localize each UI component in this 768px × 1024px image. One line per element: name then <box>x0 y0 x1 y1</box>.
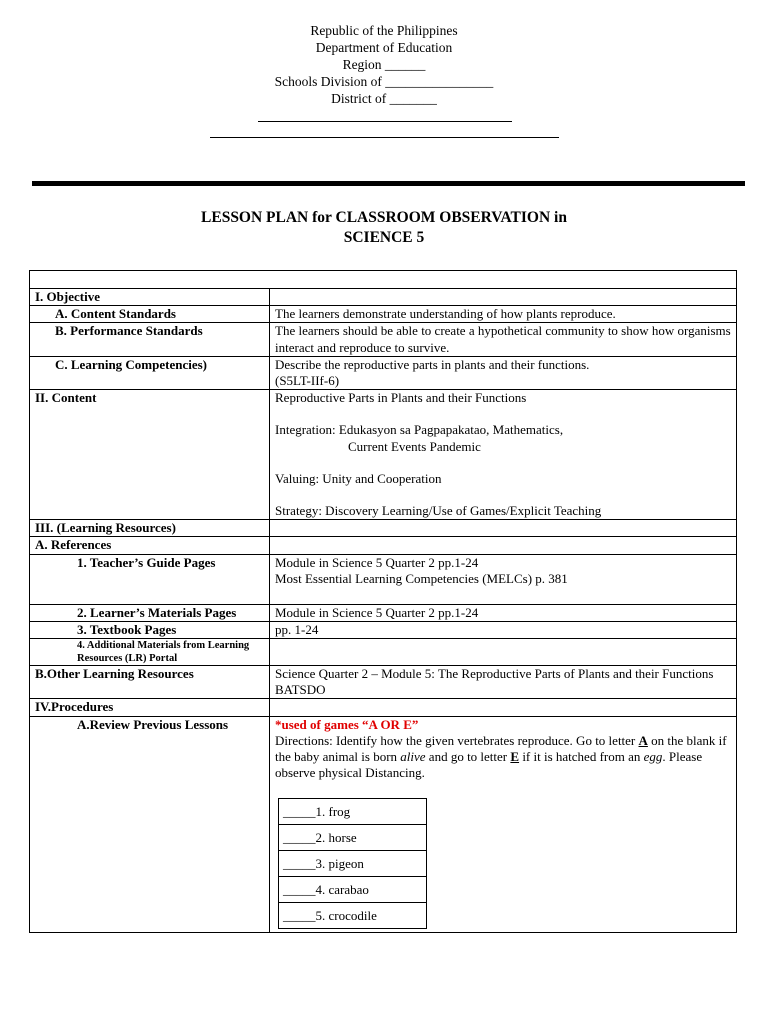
letter-e: E <box>510 749 520 765</box>
textbook-label: 3. Textbook Pages <box>30 621 270 638</box>
procedures-label: IV.Procedures <box>30 699 270 716</box>
review-value <box>270 716 737 933</box>
game-item: _____4. carabao <box>279 877 427 903</box>
content-standards-value: The learners demonstrate understanding of how plants reproduce. <box>270 306 737 323</box>
table-row <box>30 716 737 933</box>
table-row <box>30 554 737 604</box>
content-label: II. Content <box>30 390 270 520</box>
learning-resources-label: III. (Learning Resources) <box>30 520 270 537</box>
game-items-table <box>278 798 427 929</box>
review-directions: Directions: Identify how the given vertebrates reproduce. Go to letter A on the blank if the baby animal is born alive and go to letter E if it is hatched from an egg. Please observe physical Distancing. <box>275 732 727 781</box>
learning-competencies-text: Describe the reproductive parts in plants and their functions. <box>275 356 590 372</box>
teachers-guide-line-2: Most Essential Learning Competencies (MELCs) p. 381 <box>275 570 568 586</box>
learners-materials-value: Module in Science 5 Quarter 2 pp.1-24 <box>270 604 737 621</box>
page-title <box>0 208 768 248</box>
content-topic: Reproductive Parts in Plants and their Functions <box>275 390 527 406</box>
letter-a: A <box>638 732 648 748</box>
table-row <box>30 621 737 638</box>
references-label: A. References <box>30 537 270 554</box>
performance-standards-value: The learners should be able to create a hypothetical community to show how organisms interact and reproduce to survive. <box>270 323 737 356</box>
republic-line: Republic of the Philippines <box>310 23 458 38</box>
table-row <box>30 271 737 289</box>
other-resources-value: Science Quarter 2 – Module 5: The Reproductive Parts of Plants and their Functions BATSDO <box>270 666 737 699</box>
table-row <box>30 666 737 699</box>
textbook-value: pp. 1-24 <box>270 621 737 638</box>
game-item: _____2. horse <box>279 825 427 851</box>
lesson-plan-table <box>29 270 737 933</box>
blank-line-1 <box>258 121 512 122</box>
content-integration-cont: Current Events Pandemic <box>348 438 481 454</box>
game-item: _____3. pigeon <box>279 851 427 877</box>
table-row <box>30 537 737 554</box>
title-line-2: SCIENCE 5 <box>343 229 425 246</box>
teachers-guide-line-1: Module in Science 5 Quarter 2 pp.1-24 <box>275 554 479 570</box>
region-line: Region ______ <box>342 57 426 72</box>
department-line: Department of Education <box>315 40 453 55</box>
table-row <box>30 289 737 306</box>
content-value <box>270 390 737 520</box>
title-line-1: LESSON PLAN for CLASSROOM OBSERVATION in <box>201 209 567 226</box>
game-item: _____5. crocodile <box>279 903 427 929</box>
objective-value <box>270 289 737 306</box>
learning-competencies-label: C. Learning Competencies) <box>30 356 270 389</box>
document-header <box>0 22 768 107</box>
table-row <box>30 356 737 389</box>
learners-materials-label: 2. Learner’s Materials Pages <box>30 604 270 621</box>
content-strategy: Strategy: Discovery Learning/Use of Games/Explicit Teaching <box>275 503 602 519</box>
content-standards-label: A. Content Standards <box>30 306 270 323</box>
content-integration: Integration: Edukasyon sa Pagpapakatao, Mathematics, <box>275 422 564 438</box>
table-row <box>30 390 737 520</box>
table-row <box>30 520 737 537</box>
content-valuing: Valuing: Unity and Cooperation <box>275 470 442 486</box>
performance-standards-label: B. Performance Standards <box>30 323 270 356</box>
schools-division-line: Schools Division of ________________ <box>274 74 494 89</box>
table-row <box>30 699 737 716</box>
games-note: *used of games “A OR E” <box>275 716 419 732</box>
teachers-guide-label: 1. Teacher’s Guide Pages <box>30 554 270 604</box>
objective-label: I. Objective <box>30 289 270 306</box>
table-row <box>30 604 737 621</box>
empty-header-cell <box>30 271 737 289</box>
table-row <box>30 639 737 666</box>
other-resources-label: B.Other Learning Resources <box>30 666 270 699</box>
teachers-guide-value <box>270 554 737 604</box>
district-line: District of _______ <box>331 91 437 106</box>
game-item: _____1. frog <box>279 799 427 825</box>
learning-competencies-code: (S5LT-IIf-6) <box>275 373 340 389</box>
learning-competencies-value <box>270 356 737 389</box>
table-row <box>30 306 737 323</box>
header-divider <box>32 181 745 186</box>
table-row <box>30 323 737 356</box>
review-label: A.Review Previous Lessons <box>30 716 270 933</box>
blank-line-2 <box>210 137 559 138</box>
additional-materials-label: 4. Additional Materials from Learning Resources (LR) Portal <box>30 639 270 666</box>
